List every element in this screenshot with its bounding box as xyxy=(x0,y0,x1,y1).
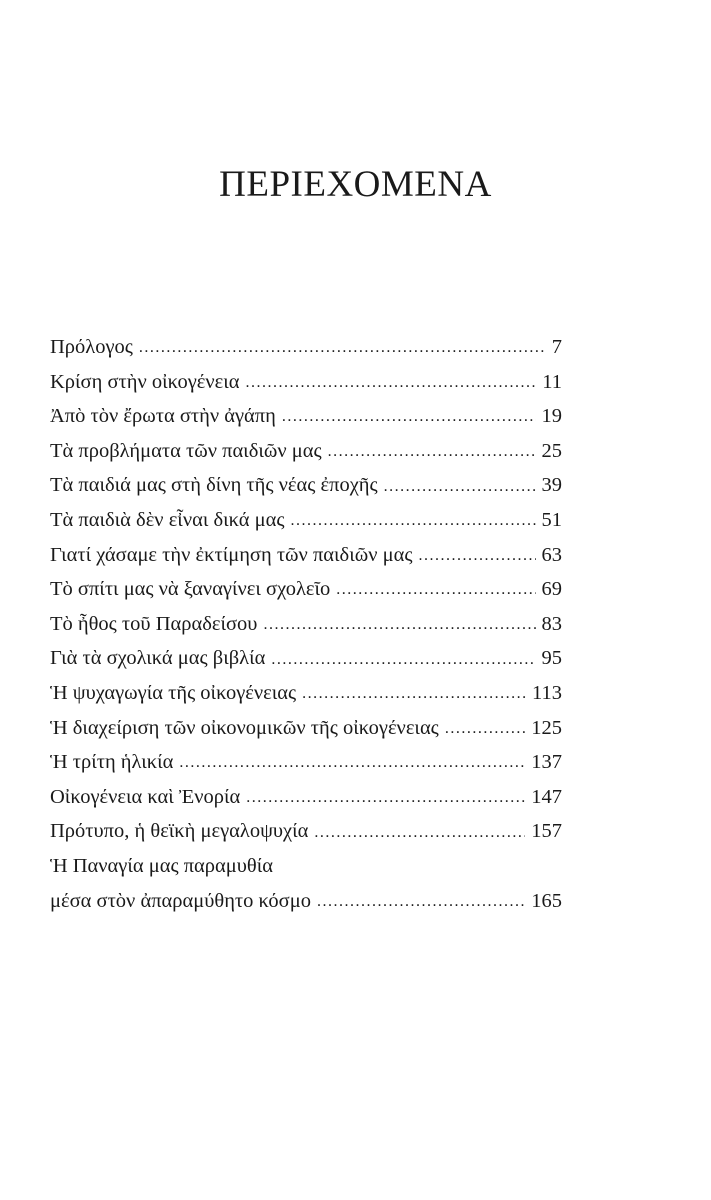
toc-entry-page: 165 xyxy=(531,889,562,912)
toc-entry-title: Ἡ τρίτη ἡλικία xyxy=(50,751,174,774)
toc-entry-title: Γιὰ τὰ σχολικά μας βιβλία xyxy=(50,647,266,670)
toc-leader-dots xyxy=(328,436,536,457)
toc-entry-page: 137 xyxy=(531,751,562,774)
toc-entry-title: Ἡ Παναγία μας παραμυθία xyxy=(50,854,273,877)
toc-entry-page: 157 xyxy=(531,820,562,843)
page-title: ΠΕΡΙΕΧΟΜΕΝΑ xyxy=(219,164,492,205)
toc-entry-page: 95 xyxy=(541,647,562,670)
toc-entry-title: μέσα στὸν ἀπαραμύθητο κόσμο xyxy=(50,889,311,912)
toc-leader-dots xyxy=(384,471,536,492)
toc-entry xyxy=(50,745,562,780)
toc-entry-page: 83 xyxy=(541,612,562,635)
toc-entry-title: Τὰ παιδιά μας στὴ δίνη τῆς νέας ἐποχῆς xyxy=(50,474,378,497)
toc-leader-dots xyxy=(302,678,526,699)
toc-leader-dots xyxy=(246,782,525,803)
toc-entry-title: Τὰ προβλήματα τῶν παιδιῶν μας xyxy=(50,439,322,462)
toc-leader-dots xyxy=(336,575,535,596)
toc-entry xyxy=(50,468,562,503)
toc-entry xyxy=(50,330,562,365)
toc-leader-dots xyxy=(317,886,525,907)
toc-entry-page: 11 xyxy=(542,370,562,393)
toc-entry-title: Τὸ σπίτι μας νὰ ξαναγίνει σχολεῖο xyxy=(50,578,331,601)
toc-leader-dots xyxy=(445,713,525,734)
toc-entry xyxy=(50,434,562,469)
toc-entry-title: Ἀπὸ τὸν ἔρωτα στὴν ἀγάπη xyxy=(50,405,276,428)
toc-entry-page: 63 xyxy=(541,543,562,566)
toc-entry xyxy=(50,849,562,884)
toc-leader-dots xyxy=(246,367,537,388)
toc-entry xyxy=(50,711,562,746)
toc-entry-page: 39 xyxy=(541,474,562,497)
toc-leader-dots xyxy=(271,644,535,665)
toc-entry-title: Τὰ παιδιὰ δὲν εἶναι δικά μας xyxy=(50,508,285,531)
toc-entry-title: Πρόλογος xyxy=(50,336,133,358)
toc-leader-dots xyxy=(418,540,535,561)
toc-leader-dots xyxy=(179,748,525,769)
toc-entry xyxy=(50,538,562,573)
toc-entry-title: Κρίση στὴν οἰκογένεια xyxy=(50,370,240,393)
toc-entry-title: Ἡ ψυχαγωγία τῆς οἰκογένειας xyxy=(50,681,297,704)
table-of-contents xyxy=(50,330,562,918)
toc-entry-page: 69 xyxy=(541,578,562,601)
toc-entry xyxy=(50,814,562,849)
toc-entry xyxy=(50,884,562,919)
toc-entry-title: Τὸ ἦθος τοῦ Παραδείσου xyxy=(50,612,258,635)
toc-entry-page: 51 xyxy=(541,508,562,531)
toc-entry-title: Ἡ διαχείριση τῶν οἰκονομικῶν τῆς οἰκογένειας xyxy=(50,716,439,739)
toc-entry xyxy=(50,607,562,642)
toc-entry-page: 25 xyxy=(541,439,562,462)
toc-entry xyxy=(50,780,562,815)
toc-entry-page: 19 xyxy=(541,405,562,428)
toc-entry xyxy=(50,503,562,538)
toc-leader-dots xyxy=(282,402,536,423)
toc-entry-title: Γιατί χάσαμε τὴν ἐκτίμηση τῶν παιδιῶν μας xyxy=(50,543,413,566)
toc-entry-page: 125 xyxy=(531,716,562,739)
toc-leader-dots xyxy=(263,609,535,630)
toc-entry-title: Οἰκογένεια καὶ Ἐνορία xyxy=(50,785,241,808)
toc-entry xyxy=(50,399,562,434)
toc-entry-title: Πρότυπο, ἡ θεϊκὴ μεγαλοψυχία xyxy=(50,820,309,843)
toc-leader-dots xyxy=(291,505,536,526)
toc-leader-dots xyxy=(139,333,546,354)
toc-entry xyxy=(50,572,562,607)
toc-leader-dots xyxy=(314,817,525,838)
toc-entry-page: 113 xyxy=(532,681,562,704)
toc-entry xyxy=(50,641,562,676)
toc-entry-page: 7 xyxy=(551,336,562,358)
toc-entry xyxy=(50,676,562,711)
toc-entry xyxy=(50,365,562,400)
toc-entry-page: 147 xyxy=(531,785,562,808)
